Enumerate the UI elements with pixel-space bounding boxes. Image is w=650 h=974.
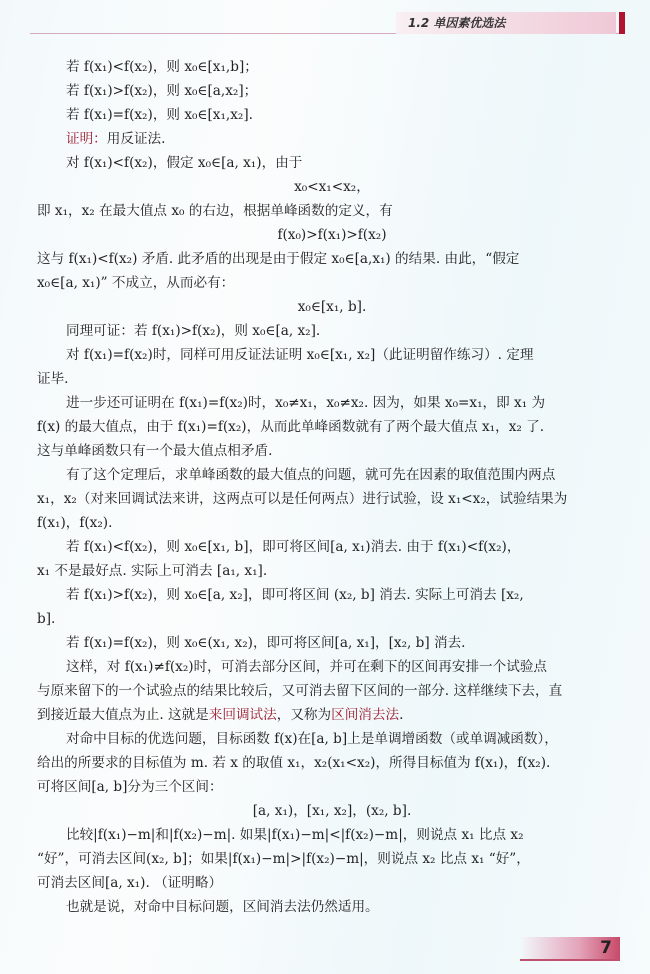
text-line: 这与 f(x₁)<f(x₂) 矛盾. 此矛盾的出现是由于假定 x₀∈[a,x₁) 的结果. 由此，“假定	[37, 251, 520, 267]
proof-label: 证明：	[66, 131, 107, 147]
formula: x₀∈[x₁, b].	[297, 299, 367, 315]
text-line: 可消去区间[a, x₁). （证明略）	[37, 875, 223, 891]
text-line: 若 f(x₁)=f(x₂)，则 x₀∈(x₁, x₂)，即可将区间[a, x₁]，[x₂, b] 消去.	[66, 635, 466, 651]
conclusion-line	[37, 703, 627, 727]
term-back-and-forth-method: 来回调试法	[208, 707, 277, 723]
text-line: 若 f(x₁)<f(x₂)，则 x₀∈[x₁, b]，即可将区间[a, x₁)消去. 由于 f(x₁)<f(x₂)，	[66, 539, 521, 555]
header-accent-bar	[619, 12, 625, 34]
text-segment: 到接近最大值点为止. 这就是	[37, 707, 209, 723]
text-line: 给出的所要求的目标值为 m. 若 x 的取值 x₁，x₂(x₁<x₂)，所得目标值为 f(x₁)，f(x₂).	[37, 755, 551, 771]
formula: x₀<x₁<x₂，	[294, 179, 370, 195]
text-line: 即 x₁，x₂ 在最大值点 x₀ 的右边，根据单峰函数的定义，有	[37, 203, 393, 219]
text-line: 若 f(x₁)>f(x₂)，则 x₀∈[a, x₂]，即可将区间 (x₂, b] 消去. 实际上可消去 [x₂,	[66, 587, 524, 603]
text-line: f(x) 的最大值点，由于 f(x₁)=f(x₂)，从而此单峰函数就有了两个最大值点 x₁，x₂ 了.	[37, 419, 545, 435]
text-line: 对命中目标的优选问题，目标函数 f(x)在[a, b]上是单调增函数（或单调减函数），	[66, 731, 558, 747]
text-line: 若 f(x₁)=f(x₂)，则 x₀∈[x₁,x₂].	[66, 107, 253, 123]
text-line: 若 f(x₁)>f(x₂)，则 x₀∈[a,x₂]；	[66, 83, 258, 99]
proof-text: 用反证法.	[106, 131, 166, 147]
text-line: x₀∈[a, x₁)” 不成立，从而必有：	[37, 275, 235, 291]
text-segment: ，又称为	[276, 707, 332, 723]
text-line: 有了这个定理后，求单峰函数的最大值点的问题，就可先在因素的取值范围内两点	[66, 467, 556, 483]
formula: f(x₀)>f(x₁)>f(x₂)	[277, 227, 387, 243]
formula: [a, x₁)，[x₁, x₂]，(x₂, b].	[252, 803, 412, 819]
text-line: f(x₁)，f(x₂).	[37, 515, 113, 531]
page-number: 7	[600, 938, 612, 958]
text-line: 对 f(x₁)=f(x₂)时，同样可用反证法证明 x₀∈[x₁, x₂]（此证明留作练习）. 定理	[66, 347, 534, 363]
text-line: 对 f(x₁)<f(x₂)，假定 x₀∈[a, x₁)，由于	[66, 155, 303, 171]
text-line: 证毕.	[37, 371, 69, 387]
text-line: 也就是说，对命中目标问题，区间消去法仍然适用。	[66, 899, 379, 915]
text-line: 这样，对 f(x₁)≠f(x₂)时，可消去部分区间，并可在剩下的区间再安排一个试验点	[66, 659, 548, 675]
text-segment: .	[399, 707, 404, 723]
page-body	[37, 55, 627, 919]
text-line: 同理可证：若 f(x₁)>f(x₂)，则 x₀∈[a, x₂].	[66, 323, 321, 339]
term-interval-elimination-method: 区间消去法	[331, 707, 400, 723]
text-line: b].	[37, 611, 56, 627]
text-line: 与原来留下的一个试验点的结果比较后，又可消去留下区间的一部分. 这样继续下去，直	[37, 683, 563, 699]
text-line: “好”，可消去区间(x₂, b]；如果|f(x₁)−m|>|f(x₂)−m|，则说点 x₂ 比点 x₁ “好”，	[37, 851, 530, 867]
text-line: x₁ 不是最好点. 实际上可消去 [a₁, x₁].	[37, 563, 268, 579]
text-line: 可将区间[a, b]分为三个区间：	[37, 779, 223, 795]
text-line: 进一步还可证明在 f(x₁)=f(x₂)时，x₀≠x₁，x₀≠x₂. 因为，如果 x₀=x₁，即 x₁ 为	[66, 395, 546, 411]
text-line: 若 f(x₁)<f(x₂)，则 x₀∈[x₁,b]；	[66, 59, 258, 75]
page-footer	[520, 937, 620, 961]
proof-line	[37, 127, 627, 151]
text-line: x₁，x₂（对来回调试法来讲，这两点可以是任何两点）进行试验，设 x₁<x₂，试验结果为	[37, 491, 568, 507]
text-line: 比较|f(x₁)−m|和|f(x₂)−m|. 如果|f(x₁)−m|<|f(x₂)−m|，则说点 x₁ 比点 x₂	[66, 827, 524, 843]
section-header: 1.2 单因素优选法	[396, 12, 616, 34]
text-line: 这与单峰函数只有一个最大值点相矛盾.	[37, 443, 273, 459]
